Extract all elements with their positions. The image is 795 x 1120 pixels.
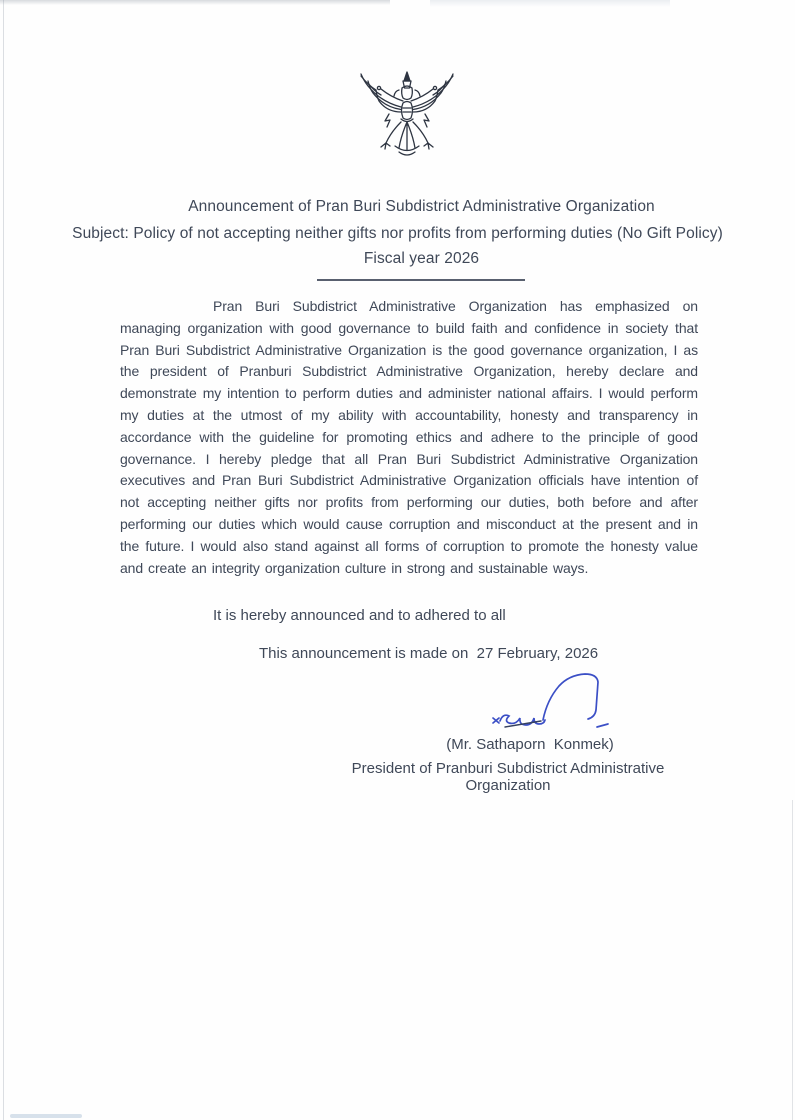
scan-edge-bottom-smudge [10,1114,82,1118]
signatory-name: (Mr. Sathaporn Konmek) [446,736,614,753]
garuda-emblem-icon [353,70,461,185]
scan-edge-top-right-smudge [430,0,670,7]
subject-line: Subject: Policy of not accepting neither gifts nor profits from performing duties (No Gift Policy) [72,225,723,242]
header-divider [317,279,525,281]
scan-edge-right-line [792,800,793,1120]
date-line: This announcement is made on 27 February, 2026 [259,645,599,662]
body-paragraph: Pran Buri Subdistrict Administrative Organization has emphasized on managing organization with good governance to build faith and confidence in society that Pran Buri Subdistrict Administrative Organization is the good governance organization, I as the president of Pranburi Subdistrict Administrative Organization, hereby declare and demonstrate my intention to perform duties and administer national affairs. I would perform my duties at the utmost of my ability with accountability, honesty and transparency in accordance with the guideline for promoting ethics and adhere to the principle of good governance. I hereby pledge that all Pran Buri Subdistrict Administrative Organization executives and Pran Buri Subdistrict Administrative Organization officials have intention of not accepting neither gifts nor profits from performing our duties, both before and after performing our duties which would cause corruption and misconduct at the present and in the future. I would also stand against all forms of corruption to promote the honesty value and create an integrity organization culture in strong and sustainable ways. [120,298,698,576]
scan-edge-left-line [3,0,4,1120]
closing-line: It is hereby announced and to adhered to all [213,607,506,624]
signature-ink-icon [485,672,615,737]
scan-edge-top-smudge [0,0,390,5]
fiscal-year-line: Fiscal year 2026 [363,250,480,267]
signatory-title: President of Pranburi Subdistrict Administrative Organization [351,760,665,794]
announcement-title: Announcement of Pran Buri Subdistrict Administrative Organization [188,198,655,215]
